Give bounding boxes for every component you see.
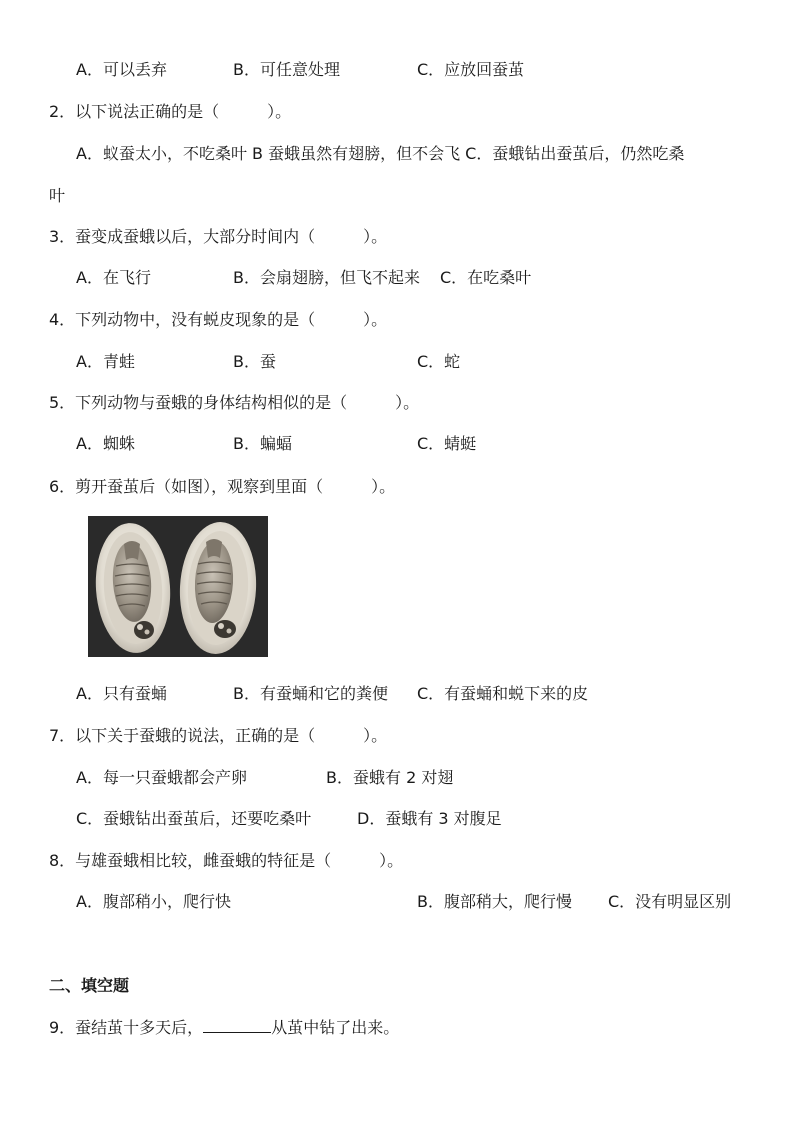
q3-stem: 3．蚕变成蚕蛾以后，大部分时间内（ ）。 [49,227,388,246]
q3-option-a: A．在飞行 [76,268,151,287]
q8-option-a: A．腹部稍小，爬行快 [76,892,231,911]
q5-option-a: A．蜘蛛 [76,434,135,453]
q8-option-c: C．没有明显区别 [608,892,732,911]
q7-stem: 7．以下关于蚕蛾的说法，正确的是（ ）。 [49,726,388,745]
q7-option-c: C．蚕蛾钻出蚕茧后，还要吃桑叶 [76,809,312,828]
q2-options-continued: 叶 [49,186,66,205]
q6-option-a: A．只有蚕蛹 [76,684,167,703]
q3-option-b: B．会扇翅膀，但飞不起来 [233,268,420,287]
q1-option-c: C．应放回蚕茧 [417,60,525,79]
section-title-fill-in: 二、填空题 [49,976,130,995]
q4-option-c: C．蛇 [417,352,461,371]
q7-option-b: B．蚕蛾有 2 对翅 [326,768,454,787]
q5-option-b: B．蝙蝠 [233,434,292,453]
q8-stem: 8．与雄蚕蛾相比较，雌蚕蛾的特征是（ ）。 [49,851,404,870]
q9-answer-blank[interactable] [203,1018,271,1033]
q4-option-a: A．青蛙 [76,352,135,371]
q9-text-after: 从茧中钻了出来。 [271,1018,400,1037]
q8-option-b: B．腹部稍大，爬行慢 [417,892,572,911]
q5-option-c: C．蜻蜓 [417,434,477,453]
q7-option-d: D．蚕蛾有 3 对腹足 [357,809,502,828]
q9-stem [49,1017,399,1039]
q4-stem: 4．下列动物中，没有蜕皮现象的是（ ）。 [49,310,388,329]
q5-stem: 5．下列动物与蚕蛾的身体结构相似的是（ ）。 [49,393,420,412]
q9-text-before: 9．蚕结茧十多天后， [49,1018,204,1037]
cut-cocoon-photo [88,516,268,657]
q6-stem: 6．剪开蚕茧后（如图），观察到里面（ ）。 [49,477,396,496]
q4-option-b: B．蚕 [233,352,276,371]
q3-option-c: C．在吃桑叶 [440,268,532,287]
q1-option-a: A．可以丢弃 [76,60,167,79]
q6-option-c: C．有蚕蛹和蜕下来的皮 [417,684,589,703]
q2-options: A．蚁蚕太小，不吃桑叶 B 蚕蛾虽然有翅膀，但不会飞 C．蚕蛾钻出蚕茧后，仍然吃桑 [76,144,685,163]
q6-option-b: B．有蚕蛹和它的粪便 [233,684,388,703]
q2-stem: 2．以下说法正确的是（ ）。 [49,102,292,121]
q7-option-a: A．每一只蚕蛾都会产卵 [76,768,247,787]
q1-option-b: B．可任意处理 [233,60,340,79]
cocoon-pupa-image [88,516,268,657]
